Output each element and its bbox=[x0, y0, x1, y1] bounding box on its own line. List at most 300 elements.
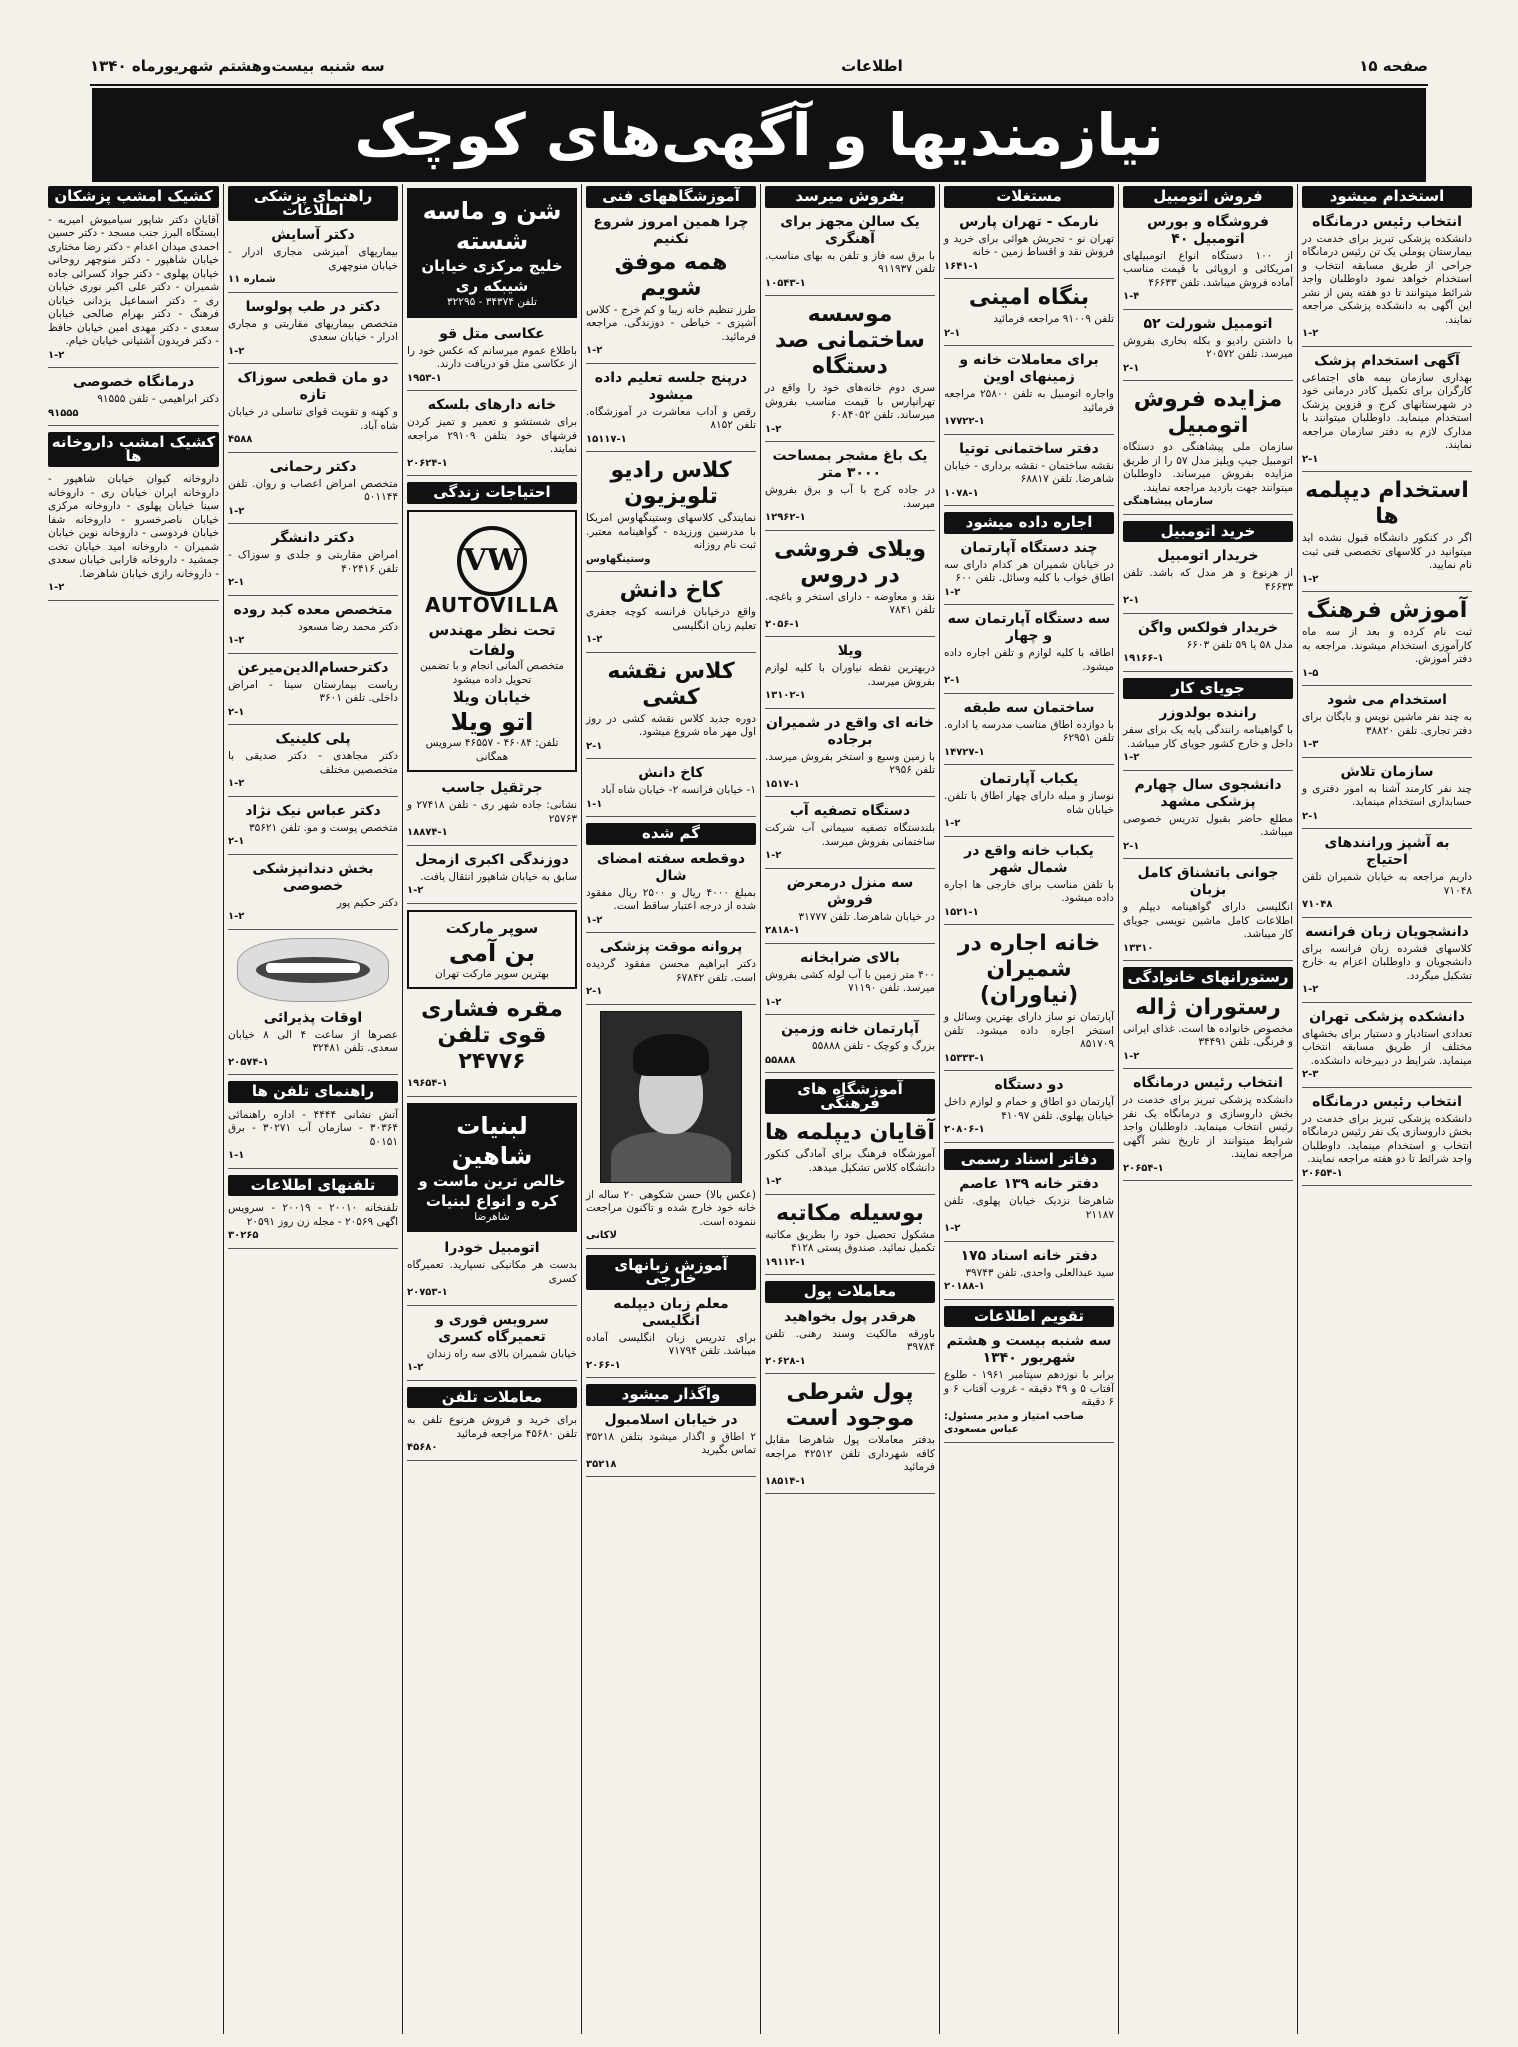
ad-body: اطاقه با کلیه لوازم و تلفن اجاره داده میشود. bbox=[944, 647, 1114, 673]
ad-body: ۴۰۰ متر زمین با آب لوله کشی بفروش میرسد. تلفن ۷۱۱۹۰ bbox=[765, 968, 935, 994]
ad-body: انگلیسی دارای گواهینامه دیپلم و اطلاعات کامل ماشین نویسی جویای کار میباشد. bbox=[1123, 901, 1293, 940]
column-c5 bbox=[581, 184, 760, 2034]
ad-ref: ۲۰۶۲۴-۱ bbox=[407, 457, 448, 469]
section-header: فروش اتومبیل bbox=[1123, 186, 1293, 208]
ad-ref: ۲-۱ bbox=[944, 327, 961, 339]
ad-ref: ۴۵۸۸ bbox=[228, 434, 253, 445]
ad-title: اوقات پذیرائی bbox=[263, 1009, 363, 1026]
classified-ad bbox=[228, 602, 398, 654]
ad-title: یک باغ مشجر بمساحت ۳۰۰۰ متر bbox=[772, 448, 928, 481]
ad-title: دوقطعه سفته امضای شال bbox=[596, 850, 746, 884]
ad-body: آموزشگاه فرهنگ برای آمادگی کنکور دانشگاه کلاس تشکیل میدهد. bbox=[765, 1148, 935, 1174]
ad-ref: وستینگهاوس bbox=[586, 553, 651, 565]
classified-ad bbox=[944, 1077, 1114, 1143]
classified-ad bbox=[1123, 705, 1293, 771]
section-header: احتیاجات زندگی bbox=[407, 482, 577, 504]
classified-ad bbox=[586, 765, 756, 817]
ad-title: آگهی استخدام پزشک bbox=[1314, 352, 1460, 369]
classified-ad bbox=[1123, 548, 1293, 614]
ad-ref: ۱۵۲۱-۱ bbox=[944, 906, 979, 918]
ad-ref: ۲۰۸۰۶-۱ bbox=[944, 1124, 985, 1135]
ad-ref: ۲-۱ bbox=[228, 706, 245, 718]
ad-body: بیماریهای آمیزشی مجاری ادرار - خیابان منوچهری bbox=[228, 246, 398, 272]
classified-ad bbox=[407, 780, 577, 846]
classified-ad bbox=[407, 1414, 577, 1461]
ad-ref: ۲-۱ bbox=[1123, 595, 1140, 606]
ad-ref: ۱-۵ bbox=[1302, 667, 1319, 679]
classified-ad bbox=[1302, 598, 1472, 686]
ad-headline: کاخ دانش bbox=[619, 578, 723, 603]
ad-body: واقع درخیابان فرانسه کوچه جعفری تعلیم زبان انگلیسی bbox=[586, 606, 756, 632]
ad-headline: همه موفق شویم bbox=[614, 249, 728, 301]
column-c3 bbox=[939, 184, 1118, 2034]
ad-title: دوزندگی اکبری ازمحل bbox=[415, 851, 569, 868]
section-header: مستغلات bbox=[944, 186, 1114, 208]
classified-ad bbox=[48, 214, 219, 369]
ad-title: بالای ضرابخانه bbox=[799, 949, 901, 966]
page-header bbox=[90, 52, 1428, 86]
ad-body: بدست هر مکانیکی نسپارید. تعمیرگاه کسری bbox=[407, 1259, 577, 1285]
ad-body: نمایندگی کلاسهای وستینگهاوس امریکا با مدرسین ورزیده - گواهینامه معتبر. ثبت نام روزانه bbox=[586, 512, 756, 551]
classified-ad bbox=[765, 1021, 935, 1073]
section-header: آموزشگاه های فرهنگی bbox=[765, 1079, 935, 1114]
classified-ad bbox=[48, 473, 219, 601]
classified-ad bbox=[944, 611, 1114, 694]
ad-body: از ۱۰۰ دستگاه انواع اتومبیلهای امریکائی و اروپائی با قیمت مناسب آماده فروش میباشد. تلفن ۴۶۶۳۳ bbox=[1123, 249, 1293, 289]
ad-phone: تلفن: ۴۶۰۸۴ - ۴۶۵۵۷ سرویس همگانی bbox=[425, 737, 559, 763]
ad-ref: صاحب امتیاز و مدیر مسئول: عباس مسعودی bbox=[944, 1410, 1084, 1435]
ad-body: نشانی: جاده شهر ری - تلفن ۲۷۴۱۸ و ۲۵۷۶۳ bbox=[407, 799, 577, 825]
classified-ad bbox=[407, 397, 577, 476]
classified-ad bbox=[586, 1412, 756, 1478]
classified-ad bbox=[944, 1248, 1114, 1300]
ad-ref: ۲۸۱۸-۱ bbox=[765, 925, 800, 936]
ad-body: با دوازده اطاق مناسب مدرسه یا اداره. تلفن ۶۲۹۵۱ bbox=[944, 718, 1114, 744]
ad-body: با برق سه فاز و تلفن به بهای مناسب. تلفن ۹۱۱۹۳۷ bbox=[765, 249, 935, 275]
ad-body: مشکول تحصیل خود را بطریق مکاتبه تکمیل نمائید. صندوق پستی ۴۱۲۸ bbox=[765, 1228, 935, 1254]
section-header: تلفنهای اطلاعات bbox=[228, 1175, 398, 1197]
section-header: گم شده bbox=[586, 823, 756, 845]
classified-ad bbox=[407, 326, 577, 392]
ad-title: یکباب آپارتمان bbox=[979, 771, 1079, 787]
classified-ad bbox=[765, 1201, 935, 1276]
teeth-shape bbox=[266, 963, 360, 973]
ad-body: دکتر ابراهیمی - تلفن ۹۱۵۵۵ bbox=[97, 393, 219, 405]
ad-body: آتش نشانی ۴۴۴۴ - اداره راهنمائی ۳۰۳۶۴ - سازمان آب ۳۰۲۷۱ - برق ۵۰۱۵۱ bbox=[228, 1108, 399, 1148]
section-banner bbox=[92, 88, 1426, 182]
ad-headline: اتو ویلا bbox=[450, 708, 534, 736]
ad-title: پلی کلینیک bbox=[275, 731, 351, 747]
ad-title: ویلا bbox=[837, 643, 863, 659]
classified-ad bbox=[228, 459, 398, 525]
ad-ref: ۱-۲ bbox=[228, 911, 245, 922]
ad-body: به چند نفر ماشین نویس و بایگان برای دفتر تجاری. تلفن ۳۸۸۲۰ bbox=[1302, 711, 1472, 737]
ad-title: دفتر خانه اسناد ۱۷۵ bbox=[960, 1247, 1098, 1264]
ad-ref: ۲۰۶۵۴-۱ bbox=[1302, 1167, 1343, 1179]
ad-body: برابر با نوزدهم سپتامبر ۱۹۶۱ - طلوع آفتاب ۵ و ۴۹ دقیقه - غروب آفتاب ۶ و ۶ دقیقه bbox=[944, 1369, 1114, 1408]
ad-title: دانشجوی سال چهارم پزشکی مشهد bbox=[1134, 776, 1282, 810]
ad-title: دکترحسام‌الدین‌میرعن bbox=[237, 659, 389, 676]
ad-ref: ۱-۲ bbox=[944, 586, 961, 598]
classified-ad bbox=[944, 441, 1114, 507]
display-ad-ref: بهترین سوپر مارکت تهران bbox=[435, 967, 549, 980]
display-ad-title: بن آمی bbox=[448, 938, 536, 967]
ad-slogan: تحت نظر مهندس ولفات bbox=[428, 621, 556, 659]
ad-headline: استخدام دیپلمه ها bbox=[1305, 478, 1469, 529]
ad-body: آقایان دکتر شاپور سیامیوش امیریه - ایستگاه البرز جنب مسجد - دکتر حسین احمدی میدان اعدام - دکتر رضا مختاری خیابان شاهپور - دکتر منوچهر روحانی خیابان پهلوی - دکتر جواد کسرائی جاده شمیران - دکتر علی اکبر نوری خیابان ری - دکتر اسماعیل یزدانی خیابان فرهنگ - دکتر بهرام صالحی خیابان سعدی - دکتر مهدی امین خیابان حافظ - دکتر فریدون آشتیانی خیابان خیام. bbox=[48, 213, 219, 347]
ad-ref: ۱-۲ bbox=[1302, 984, 1319, 995]
ad-ref: ۱۷۷۲۲-۱ bbox=[944, 416, 985, 427]
ad-ref: ۲-۱ bbox=[228, 577, 245, 588]
classified-ad bbox=[586, 659, 756, 760]
ad-ref: ۱-۲ bbox=[1123, 752, 1140, 763]
ad-body: نوساز و مبله دارای چهار اطاق با تلفن. خیابان شاه bbox=[944, 790, 1114, 816]
ad-body: از هرنوع و هر مدل که باشد. تلفن ۴۶۶۳۳ bbox=[1123, 567, 1293, 593]
ad-ref: ۲۰۶۵۴-۱ bbox=[1123, 1162, 1164, 1174]
ad-title: انتخاب رئیس درمانگاه bbox=[1312, 213, 1462, 230]
ad-body: بزرگ و کوچک - تلفن ۵۵۸۸۸ bbox=[812, 1040, 935, 1052]
ad-title: دانشجویان زبان فرانسه bbox=[1305, 923, 1469, 940]
ad-body: با تلفن مناسب برای خارجی ها اجاره داده میشود. bbox=[944, 878, 1114, 904]
ad-body: شاهرضا نزدیک خیابان پهلوی. تلفن ۲۱۱۸۷ bbox=[944, 1195, 1114, 1221]
classified-ad bbox=[586, 458, 756, 572]
ad-title: دو دستگاه bbox=[994, 1077, 1064, 1093]
ad-headline: موسسه ساختمانی صد دستگاه bbox=[775, 302, 925, 379]
classified-ad bbox=[944, 285, 1114, 346]
ad-body: برای خرید و فروش هرنوع تلفن به تلفن ۴۵۶۸۰ مراجعه فرمائید bbox=[407, 1414, 577, 1440]
classified-ad bbox=[1123, 316, 1293, 382]
classified-ad bbox=[228, 530, 398, 596]
classified-ad bbox=[407, 1240, 577, 1306]
ad-title: فروشگاه و بورس اتومبیل ۴۰ bbox=[1147, 213, 1269, 247]
classified-ad bbox=[1302, 924, 1472, 1003]
ad-title: جوانی باتشناق کامل بزبان bbox=[1137, 865, 1279, 898]
classified-ad bbox=[765, 715, 935, 798]
ad-title: سه شنبه بیست و هشتم شهریور ۱۳۴۰ bbox=[946, 1333, 1112, 1366]
classified-ad bbox=[765, 302, 935, 442]
ad-ref: ۳۰۲۶۵ bbox=[228, 1230, 259, 1241]
classified-ad bbox=[765, 875, 935, 944]
classified-ad bbox=[586, 851, 756, 934]
ad-ref: ۱-۲ bbox=[48, 582, 65, 593]
classified-ad bbox=[765, 1380, 935, 1494]
section-header: کشیک امشب پزشکان bbox=[48, 186, 219, 208]
ad-title: سه دستگاه آپارتمان سه و چهار bbox=[947, 611, 1111, 644]
ad-headline: رستوران ژاله bbox=[1135, 994, 1281, 1020]
ad-body: طرز تنظیم خانه زیبا و کم خرج - کلاس آشپزی - خیاطی - دوزندگی. مراجعه فرمائید. bbox=[586, 303, 756, 343]
ad-ref: ۱-۲ bbox=[407, 1362, 424, 1373]
ad-body: مخصوص خانواده ها است. غذای ایرانی و فرنگی. تلفن ۳۴۴۹۱ bbox=[1123, 1022, 1293, 1048]
ad-ref: ۱-۲ bbox=[586, 634, 603, 645]
classified-ad bbox=[1123, 865, 1293, 961]
ad-body: آپارتمان دو اطاق و حمام و لوازم داخل خیابان پهلوی. تلفن ۴۱۰۹۷ bbox=[944, 1096, 1114, 1122]
classified-ad bbox=[228, 227, 398, 293]
classified-ad bbox=[1123, 1075, 1293, 1181]
ad-ref: ۱۶۴۱-۱ bbox=[944, 260, 979, 272]
ad-ref: ۱-۲ bbox=[765, 850, 782, 861]
ad-title: متخصص معده کبد روده bbox=[233, 601, 393, 618]
classified-ad bbox=[1302, 692, 1472, 758]
ad-title: انتخاب رئیس درمانگاه bbox=[1133, 1075, 1283, 1091]
classified-ad bbox=[228, 299, 398, 365]
ad-body: داروخانه کیوان خیابان شاهپور - داروخانه ایران خیابان ری - داروخانه سینا خیابان پهلوی - داروخانه مرکزی خیابان ناصرخسرو - داروخانه شفا خیابان فردوسی - داروخانه نوین خیابان شمیران - داروخانه امید خیابان تخت جمشید - داروخانه فارابی خیابان سعدی - داروخانه رازی خیابان شاهرضا. bbox=[48, 473, 219, 580]
section-header: معاملات تلفن bbox=[407, 1387, 577, 1409]
ad-title: بخش دندانپزشکی خصوصی bbox=[252, 860, 374, 894]
ad-body: بمبلغ ۴۰۰۰ ریال و ۲۵۰۰ ریال مفقود شده از درجه اعتبار ساقط است. bbox=[586, 886, 757, 912]
ad-ref: ۱۹۵۳-۱ bbox=[407, 372, 442, 384]
ad-ref: ۲-۱ bbox=[1302, 810, 1319, 822]
ad-title: دفتر ساختمانی توتیا bbox=[959, 440, 1099, 457]
ad-title: درپنج جلسه تعلیم داده میشود bbox=[594, 369, 748, 403]
classified-ad bbox=[228, 861, 398, 930]
ad-headline: بنگاه امینی bbox=[968, 285, 1090, 310]
ad-title: دکتر دانشگر bbox=[271, 530, 355, 546]
ad-title: یکباب خانه واقع در شمال شهر bbox=[964, 842, 1094, 876]
column-c2 bbox=[1118, 184, 1297, 2034]
ad-title: کاخ دانش bbox=[638, 765, 704, 781]
classified-ad bbox=[228, 1202, 398, 1249]
ad-columns bbox=[42, 184, 1476, 2034]
ad-ref: ۱۵۳۳۳-۱ bbox=[944, 1052, 985, 1064]
ad-ref: ۱۳۳۱۰ bbox=[1123, 942, 1154, 954]
column-c8 bbox=[44, 184, 223, 2034]
ad-title: خریدار اتومبیل bbox=[1157, 548, 1259, 564]
ad-ref: ۱-۴ bbox=[1123, 291, 1140, 302]
classified-ad bbox=[944, 1333, 1114, 1443]
page-number: صفحه ۱۵ bbox=[1359, 57, 1428, 75]
ad-title: سرویس فوری و تعمیرگاه کسری bbox=[435, 1311, 549, 1345]
ad-title: درمانگاه خصوصی bbox=[72, 374, 195, 390]
ad-body: و کهنه و تقویت قوای تناسلی در خیابان شاه آباد. bbox=[228, 406, 398, 432]
classified-ad bbox=[1123, 214, 1293, 310]
classified-ad bbox=[48, 374, 219, 426]
classified-ad bbox=[765, 448, 935, 531]
ad-ref: ۲-۱ bbox=[228, 836, 245, 847]
ad-title: یک سالن مجهز برای آهنگری bbox=[780, 213, 920, 247]
ad-title: دکتر در طب پولوسا bbox=[245, 298, 381, 315]
ad-ref: ۱۹۱۱۲-۱ bbox=[765, 1256, 806, 1268]
ad-body: دانشکده پزشکی تبریز برای خدمت در بخش داروسازی و درمانگاه یک نفر رئیس انتخاب مینماید. داوطلبان واجد شرایط میتوانند از تاریخ نشر آگهی مراجعه نمایند. bbox=[1123, 1094, 1293, 1160]
classified-ad bbox=[765, 214, 935, 297]
column-c1 bbox=[1297, 184, 1476, 2034]
ad-body: واجاره اتومبیل به تلفن ۲۵۸۰۰ مراجعه فرمائید bbox=[944, 388, 1114, 414]
classified-ad bbox=[944, 540, 1114, 606]
section-header: استخدام میشود bbox=[1302, 186, 1472, 208]
ad-body: بدفتر معاملات پول شاهرضا مقابل کافه شهرداری تلفن ۴۲۵۱۲ مراجعه فرمائید bbox=[765, 1434, 935, 1473]
classified-ad bbox=[407, 852, 577, 904]
ad-address: خیابان ویلا bbox=[452, 688, 532, 706]
section-header: آموزش زبانهای خارجی bbox=[586, 1255, 756, 1290]
classified-ad bbox=[228, 660, 398, 726]
ad-title: ساختمان سه طبقه bbox=[963, 699, 1095, 716]
ad-body: تعدادی استادیار و دستیار برای بخشهای مختلف از طریق مسابقه انتخاب مینماید. شرایط در دبیرخانه دانشکده. bbox=[1302, 1027, 1472, 1067]
ad-headline: پول شرطی موجود است bbox=[785, 1380, 915, 1431]
ad-title: خانه دارهای بلسکه bbox=[427, 397, 557, 413]
ad-title: اتومبیل خودرا bbox=[444, 1240, 540, 1256]
ad-ref: ۱-۲ bbox=[765, 996, 782, 1008]
ad-title: دو مان قطعی سوزاک تازه bbox=[237, 370, 389, 403]
dental-ad-image bbox=[237, 938, 389, 1002]
paper-name: اطلاعات bbox=[841, 57, 903, 75]
ad-body: برای تدریس زبان انگلیسی آماده میباشد. تلفن ۷۱۷۹۴ bbox=[586, 1331, 756, 1357]
ad-title: برای معاملات خانه و زمینهای اوین bbox=[959, 352, 1099, 385]
ad-body: با داشتن رادیو و بکله بخاری بفروش میرسد. تلفن ۲۰۵۷۲ bbox=[1123, 334, 1293, 360]
display-ad-ref: شاهرضا bbox=[474, 1210, 510, 1223]
ad-ref: ۱۹۱۶۶-۱ bbox=[1123, 653, 1164, 664]
ad-ref: ۱۵۱۱۷-۱ bbox=[586, 433, 627, 445]
ad-headline: آموزش فرهنگ bbox=[1306, 598, 1468, 623]
ad-body: نقد و معاوضه - دارای استخر و باغچه. تلفن ۷۸۴۱ bbox=[765, 590, 935, 616]
ad-body: اگر در کنکور دانشگاه قبول نشده اید میتوانید در کلاسهای تخصصی فنی ثبت نام نمایید. bbox=[1302, 532, 1472, 571]
section-header: رستورانهای خانوادگی bbox=[1123, 967, 1293, 989]
ad-body: دربهترین نقطه نیاوران با کلیه لوازم بفروش میرسد. bbox=[765, 662, 935, 688]
ad-body: متخصص پوست و مو. تلفن ۳۵۶۲۱ bbox=[248, 821, 398, 834]
ad-ref: ۱-۲ bbox=[765, 423, 782, 435]
ad-ref: ۱-۱ bbox=[228, 1150, 245, 1161]
ad-ref: شماره ۱۱ bbox=[228, 274, 276, 285]
section-header: واگذار میشود bbox=[586, 1384, 756, 1406]
brand-name: AUTOVILLA bbox=[424, 592, 560, 617]
ad-title: در خیابان اسلامبول bbox=[604, 1411, 738, 1428]
column-c4 bbox=[760, 184, 939, 2034]
ad-ref: ۱۹۶۵۴-۱ bbox=[407, 1078, 448, 1089]
display-ad-sub: خلیج مرکزی خیابان شیبکه ری bbox=[421, 257, 563, 295]
ad-title: عکاسی متل قو bbox=[439, 325, 545, 342]
column-c7 bbox=[223, 184, 402, 2034]
display-ad-sub: خالص ترین ماست و کره و انواع لبنیات bbox=[418, 1171, 566, 1210]
ad-body: برای شستشو و تعمیر و تمیز کردن فرشهای خود بتلفن ۲۹۱۰۹ مراجعه نمایند. bbox=[407, 416, 578, 455]
ad-body: عصرها از ساعت ۴ الی ۸ خیابان سعدی. تلفن ۳۲۴۸۱ bbox=[228, 1028, 398, 1054]
ad-body: در خیابان شمیران هر کدام دارای سه اطاق خواب با کلیه وسائل. تلفن ۶۰۰ bbox=[944, 558, 1114, 584]
ad-body: با زمین وسیع و استخر بفروش میرسد. تلفن ۲۹۵۶ bbox=[765, 750, 935, 776]
ad-headline: ویلای فروشی در دروس bbox=[773, 536, 927, 588]
ad-body: ۱- خیابان فرانسه ۲- خیابان شاه آباد bbox=[600, 784, 756, 796]
classified-ad bbox=[1302, 478, 1472, 592]
ad-title: خانه ای واقع در شمیران برجاده bbox=[765, 714, 935, 748]
ad-ref: ۲۰۵۶-۱ bbox=[765, 618, 800, 630]
ad-headline: مزایده فروش اتومبیل bbox=[1133, 387, 1283, 438]
classified-ad bbox=[1302, 353, 1472, 473]
ad-ref: ۱-۲ bbox=[1302, 328, 1319, 339]
classified-ad bbox=[228, 1109, 398, 1169]
classified-ad bbox=[944, 352, 1114, 435]
photo-hair bbox=[633, 1034, 709, 1076]
ad-title: چند دستگاه آپارتمان bbox=[960, 539, 1098, 556]
ad-title: انتخاب رئیس درمانگاه bbox=[1312, 1093, 1462, 1110]
ad-ref: ۱۴۷۲۷-۱ bbox=[944, 746, 985, 758]
section-header: اجاره داده میشود bbox=[944, 512, 1114, 534]
classified-ad bbox=[407, 997, 577, 1097]
banner-title: نیازمندیها و آگهی‌های کوچک bbox=[334, 101, 1183, 169]
ad-body: دکتر ابراهیم محسن مفقود گردیده است. تلفن ۶۷۸۴۲ bbox=[586, 958, 756, 984]
ad-ref: ۱-۲ bbox=[765, 1176, 782, 1187]
classified-ad bbox=[228, 731, 398, 797]
ad-title: پروانه موقت پزشکی bbox=[599, 939, 743, 955]
portrait-photo bbox=[600, 1011, 742, 1183]
classified-ad bbox=[586, 939, 756, 1005]
classified-ad bbox=[228, 803, 398, 855]
ad-ref: ۱۸۸۷۴-۱ bbox=[407, 827, 448, 838]
ad-body: دکتر مجاهدی - دکتر صدیقی با متخصصین مختلف bbox=[228, 750, 398, 776]
vw-emblem-icon: VW bbox=[457, 526, 527, 596]
classified-ad bbox=[586, 214, 756, 364]
ad-body: متخصص بیماریهای مقاربتی و مجاری ادرار - خیابان سعدی bbox=[228, 317, 398, 343]
ad-body: کلاسهای فشرده زبان فرانسه برای دانشجویان و داوطلبان اعزام به خارج تشکیل میگردد. bbox=[1302, 942, 1472, 982]
section-header: دفاتر اسناد رسمی bbox=[944, 1149, 1114, 1171]
ad-title: دکتر رحمانی bbox=[269, 458, 357, 475]
classified-ad bbox=[586, 578, 756, 653]
classified-ad bbox=[765, 1309, 935, 1375]
ad-title: سازمان تلاش bbox=[1340, 763, 1434, 780]
section-header: جویای کار bbox=[1123, 678, 1293, 700]
ad-body: در جاده کرج با آب و برق بفروش میرسد. bbox=[765, 484, 935, 510]
classified-ad bbox=[765, 643, 935, 709]
ad-ref: ۲-۱ bbox=[1302, 453, 1319, 465]
ad-ref: ۱-۲ bbox=[1302, 573, 1319, 585]
ad-ref: ۱۳۱۰۲-۱ bbox=[765, 690, 806, 701]
classified-ad bbox=[944, 700, 1114, 766]
ad-body: ثبت نام کرده و بعد از سه ماه کارآموزی استخدام میشوند. مراجعه به دفتر آموزش. bbox=[1302, 626, 1472, 665]
ad-ref: ۲-۱ bbox=[1123, 362, 1140, 374]
ad-body: چند نفر کارمند آشنا به امور دفتری و حسابداری استخدام مینماید. bbox=[1302, 782, 1472, 808]
classified-ad bbox=[1302, 1009, 1472, 1088]
classified-ad bbox=[586, 1296, 756, 1379]
ad-body: سید عبدالعلی واحدی. تلفن ۳۹۷۴۳ bbox=[965, 1266, 1114, 1279]
ad-ref: ۱۲۹۶۲-۱ bbox=[765, 512, 806, 523]
ad-title: آپارتمان خانه وزمین bbox=[781, 1021, 919, 1037]
classified-ad bbox=[1123, 387, 1293, 515]
classified-ad bbox=[944, 214, 1114, 280]
ad-ref: ۲۰۷۵۳-۱ bbox=[407, 1287, 448, 1298]
autovilla-ad bbox=[407, 510, 577, 773]
ad-title: دکتر عباس نیک نژاد bbox=[245, 802, 381, 819]
ad-body: دانشکده پزشکی تبریز برای خدمت در بیمارستان پوملی یک تن رئیس درمانگاه جراحی از طریق مسابقه انتخاب و استخدام خواهد نمود داوطلبان واجد شرائط میتوانند تا دو هفته پس از نشر این آگهی به دانشکده پزشکی مراجعه نمایند. bbox=[1302, 232, 1472, 326]
classified-ad bbox=[944, 931, 1114, 1071]
ad-ref: ۹۱۵۵۵ bbox=[48, 407, 79, 419]
ad-body: تلفن ۹۱۰۰۹ مراجعه فرمائید bbox=[993, 313, 1114, 325]
ad-ref: ۱-۲ bbox=[944, 818, 961, 829]
ad-body: ریاست بیمارستان سینا - امراض داخلی. تلفن ۳۶۰۱ bbox=[228, 678, 398, 704]
ad-title: استخدام می شود bbox=[1327, 692, 1447, 708]
ad-title: جرثقیل جاسب bbox=[441, 780, 543, 796]
ad-body: بلندستگاه تصفیه سیمانی آب شرکت ساختمانی بفروش میرسد. bbox=[765, 822, 935, 848]
ad-title: دانشکده پزشکی تهران bbox=[1309, 1008, 1465, 1025]
ad-title: راننده بولدوزر bbox=[1159, 705, 1257, 721]
ad-body: تلفنخانه ۲۰۰۱۰ - ۲۰۰۱۹ - سرویس اگهی ۲۰۵۶۹ - مجله زن روز ۲۰۵۹۱ bbox=[228, 1202, 399, 1228]
display-ad-sub: سوپر مارکت bbox=[445, 918, 539, 937]
ad-body: خیابان شمیران بالای سه راه زندان bbox=[426, 1347, 577, 1360]
ad-body: متخصص امراض اعصاب و روان. تلفن ۵۰۱۱۴۴ bbox=[228, 477, 398, 503]
ad-ref: ۲-۱ bbox=[1123, 840, 1140, 852]
section-header: تقویم اطلاعات bbox=[944, 1306, 1114, 1328]
ad-ref: ۲-۱ bbox=[586, 986, 603, 997]
ad-ref: ۲-۱ bbox=[586, 740, 603, 752]
ad-title: به آشپز ورانندهای احتیاج bbox=[1324, 835, 1450, 868]
ad-body: ۲ اطاق و اگذار میشود بتلفن ۳۵۲۱۸ تماس بگیرید bbox=[586, 1430, 756, 1456]
ad-ref: ۴۵۶۸۰ bbox=[407, 1442, 438, 1453]
display-ad-box bbox=[407, 188, 577, 318]
section-header: راهنمای تلفن ها bbox=[228, 1081, 398, 1103]
ad-body: متخصص آلمانی انجام و با تضمین تحویل داده میشود bbox=[419, 660, 565, 686]
display-ad-box bbox=[407, 1103, 577, 1233]
classified-ad bbox=[944, 771, 1114, 837]
section-header: بفروش میرسد bbox=[765, 186, 935, 208]
classified-ad bbox=[228, 1010, 398, 1076]
ad-headline: آقایان دیپلمه ها bbox=[765, 1120, 935, 1145]
ad-ref: لاکانی bbox=[586, 1230, 617, 1241]
photo-caption-ad bbox=[586, 1189, 756, 1249]
classified-ad bbox=[765, 950, 935, 1016]
